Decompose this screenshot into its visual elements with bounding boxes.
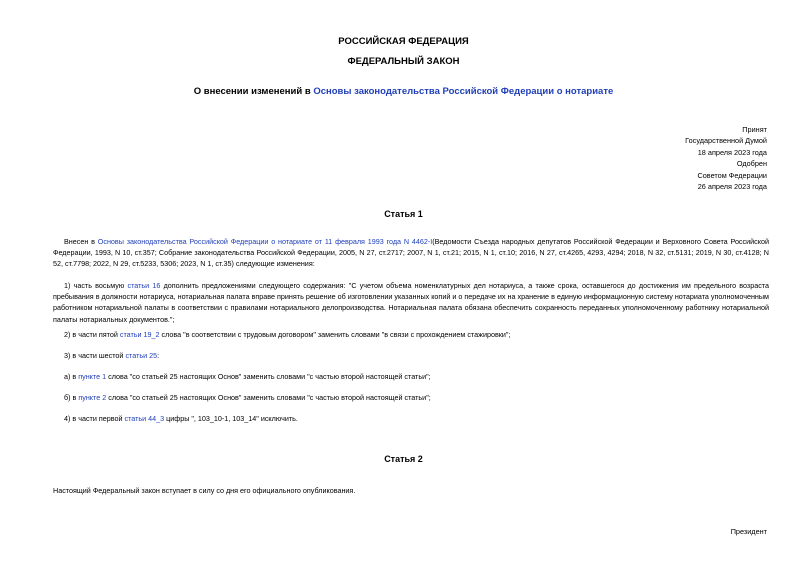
- item-1-pre: 1) часть восьмую: [64, 281, 125, 290]
- law-title-link[interactable]: Основы законодательства Российской Федерации о нотариате: [313, 86, 614, 97]
- item-3-link[interactable]: статьи 25: [125, 351, 158, 360]
- law-type-title: ФЕДЕРАЛЬНЫЙ ЗАКОН: [347, 56, 460, 67]
- item-3a-pre: а) в: [64, 372, 77, 381]
- adoption-line: Одобрен: [736, 159, 767, 169]
- item-3a-post: слова "со статьей 25 настоящих Основ" заменить словами "с частью второй настоящей статьи";: [108, 372, 431, 381]
- adoption-block: [685, 124, 767, 192]
- article-1-heading: Статья 1: [384, 209, 423, 219]
- adoption-line: 18 апреля 2023 года: [697, 147, 767, 157]
- law-title-prefix: О внесении изменений в: [193, 86, 311, 97]
- item-2-link[interactable]: статьи 19_2: [119, 330, 160, 339]
- item-4-pre: 4) в части первой: [64, 414, 123, 423]
- item-1: [53, 280, 769, 325]
- item-3b-pre: б) в: [64, 393, 77, 402]
- item-3a: [53, 371, 769, 382]
- item-3b-post: слова "со статьей 25 настоящих Основ" заменить словами "с частью второй настоящей статьи";: [108, 393, 431, 402]
- intro-link[interactable]: Основы законодательства Российской Федерации о нотариате от 11 февраля 1993 года N 4462-I: [97, 237, 433, 246]
- item-4-link[interactable]: статьи 44_3: [124, 414, 165, 423]
- item-3: [53, 350, 769, 361]
- intro-text-pre: Внесен в: [64, 237, 95, 246]
- article-2-text: Настоящий Федеральный закон вступает в силу со дня его официального опубликования.: [53, 486, 356, 495]
- item-1-link[interactable]: статьи 16: [127, 281, 161, 290]
- item-2: [53, 329, 769, 340]
- item-3-post: :: [157, 351, 160, 360]
- item-2-pre: 2) в части пятой: [64, 330, 118, 339]
- intro-text-post: (Ведомости Съезда народных депутатов Российской Федерации и Верховного Совета Российской Федерации, 1993, N 10, ст.357; Собрание законодательства Российской Федерации, 2005, N 27, ст.2717; 2007, N 1, ст.21; 2015, N 1, ст.10; 2016, N 27, ст.4265, 4293, 4294; 2018, N 32, ст.5131; 2019, N 30, ст.4128; N 52, ст.7798; 2022, N 29, ст.5233, 5306; 2023, N 1, ст.35) следующие изменения:: [53, 237, 769, 269]
- item-4-post: цифры ", 103_10-1, 103_14" исключить.: [166, 414, 298, 423]
- article-2-heading: Статья 2: [384, 454, 423, 464]
- adoption-line: Советом Федерации: [697, 170, 767, 180]
- country-title: РОССИЙСКАЯ ФЕДЕРАЦИЯ: [338, 36, 469, 47]
- item-3-pre: 3) в части шестой: [64, 351, 124, 360]
- law-title: [0, 86, 807, 97]
- item-4: [53, 413, 769, 424]
- adoption-line: 26 апреля 2023 года: [697, 182, 767, 192]
- item-1-post: дополнить предложениями следующего содержания: "С учетом объема номенклатурных дел нотариуса, а также срока, оставшегося до достижения им предельного возраста пребывания в должности нотариуса, нотариальная палата вправе принять решение об изготовлении указанных копий и о передаче их на хранение в единую информационную систему нотариата уполномоченным работником нотариальной палаты в соответствии с правилами нотариального делопроизводства. Нотариальная палата обязана обеспечить сохранность переданных уполномоченному работнику нотариальной палаты нотариальных документов.";: [53, 281, 770, 324]
- adoption-line: Принят: [742, 125, 767, 134]
- item-2-post: слова "в соответствии с трудовым договором" заменить словами "в связи с прохождением стажировки";: [161, 330, 511, 339]
- item-3b: [53, 392, 769, 403]
- adoption-line: Государственной Думой: [685, 136, 767, 146]
- article-1-intro: [53, 236, 769, 270]
- item-3b-link[interactable]: пункте 2: [78, 393, 107, 402]
- president-signature-label: Президент: [730, 527, 767, 536]
- item-3a-link[interactable]: пункте 1: [78, 372, 107, 381]
